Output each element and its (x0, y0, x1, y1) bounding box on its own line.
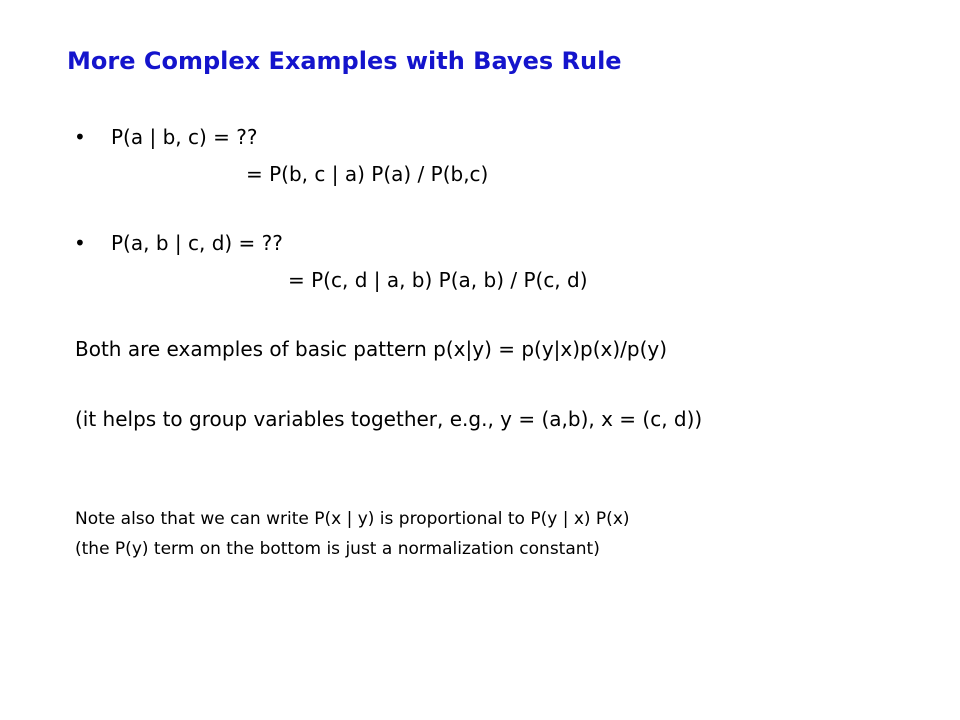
bullet-2-expansion: = P(c, d | a, b) P(a, b) / P(c, d) (288, 268, 588, 292)
bullet-2-question: P(a, b | c, d) = ?? (111, 231, 283, 255)
grouping-hint: (it helps to group variables together, e.g., y = (a,b), x = (c, d)) (75, 407, 703, 431)
bullet-1-question: P(a | b, c) = ?? (111, 125, 258, 149)
bullet-marker: • (74, 231, 86, 255)
bullet-1-expansion: = P(b, c | a) P(a) / P(b,c) (246, 162, 489, 186)
proportional-note: Note also that we can write P(x | y) is proportional to P(y | x) P(x) (75, 509, 630, 529)
pattern-statement: Both are examples of basic pattern p(x|y) = p(y|x)p(x)/p(y) (75, 337, 668, 361)
slide-title: More Complex Examples with Bayes Rule (67, 47, 622, 75)
normalization-note: (the P(y) term on the bottom is just a normalization constant) (75, 539, 600, 559)
bullet-marker: • (74, 125, 86, 149)
